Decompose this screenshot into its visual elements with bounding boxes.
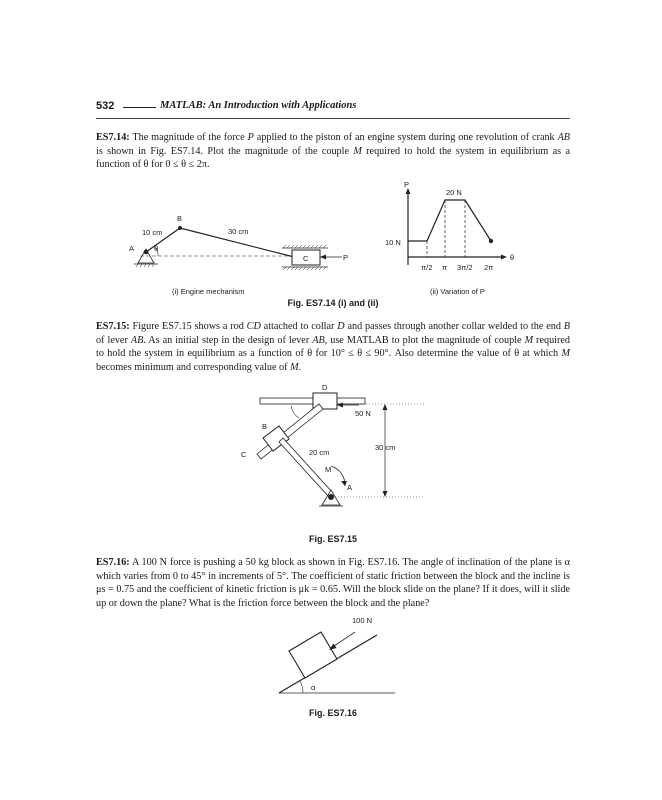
y-axis-label: P — [404, 180, 410, 189]
tick-label: 2π — [484, 263, 494, 272]
label-rod-length: 30 cm — [228, 227, 249, 236]
var-m: M — [353, 145, 362, 157]
low-value-label: 10 N — [385, 238, 401, 247]
engine-mechanism-diagram — [120, 205, 360, 295]
book-title: MATLAB: An Introduction with Applications — [160, 100, 357, 111]
fig-es7-14-caption: Fig. ES7.14 (i) and (ii) — [287, 298, 379, 308]
text-run: . — [298, 361, 302, 373]
text-run: of lever — [96, 334, 131, 346]
lever-collar-diagram — [235, 382, 435, 512]
fig-es7-16-caption: Fig. ES7.16 — [308, 708, 358, 718]
graph-subcaption: (ii) Variation of P — [430, 287, 485, 296]
var-ab: AB — [557, 132, 571, 143]
guide-top-hatch — [283, 245, 326, 248]
angle-arc — [291, 406, 299, 418]
var-p: P — [247, 132, 254, 143]
label-a: A — [347, 483, 353, 492]
page-number: 532 — [96, 100, 115, 112]
incline-block-diagram — [265, 610, 405, 700]
label-c: C — [303, 254, 309, 263]
problem-label: ES7.16: — [96, 557, 130, 568]
text-run: and passes through another collar welded to the end — [344, 321, 564, 332]
label-lever-length: 20 cm — [309, 448, 330, 457]
page-header — [96, 100, 570, 118]
fig-es7-15-caption: Fig. ES7.15 — [308, 534, 358, 544]
label-a: A — [129, 244, 135, 253]
var-ab: AB — [312, 334, 325, 346]
var-b: B — [563, 321, 570, 332]
header-dash — [123, 107, 156, 108]
label-c: C — [241, 450, 247, 459]
label-crank-length: 10 cm — [142, 228, 163, 237]
var-m: M — [290, 361, 299, 373]
block — [289, 632, 337, 678]
text-run: applied to the piston of an engine system during one revolution of crank — [253, 132, 558, 143]
label-b: B — [262, 422, 268, 431]
problem-es7-16 — [96, 556, 570, 610]
high-value-label: 20 N — [446, 188, 462, 197]
var-d: D — [337, 321, 345, 332]
tick-label: π/2 — [421, 263, 433, 272]
problem-label: ES7.15: — [96, 321, 130, 332]
end-point — [489, 239, 493, 243]
tick-label: 3π/2 — [457, 263, 473, 272]
label-force: 50 N — [355, 409, 371, 418]
problem-label: ES7.14: — [96, 132, 130, 143]
problem-es7-15 — [96, 320, 570, 374]
support-a-hatch — [136, 264, 154, 267]
problem-es7-14 — [96, 131, 570, 172]
tick-label: π — [442, 263, 448, 272]
label-m: M — [325, 465, 332, 474]
pin-a — [328, 494, 334, 500]
var-cd: CD — [246, 321, 261, 332]
engine-subcaption: (i) Engine mechanism — [172, 287, 245, 296]
text-run: becomes minimum and corresponding value of — [96, 361, 291, 373]
text-run: . As an initial step in the design of lever — [143, 334, 313, 346]
label-height: 30 cm — [375, 443, 396, 452]
header-rule — [96, 118, 570, 119]
alpha-arc — [300, 681, 303, 693]
label-alpha: α — [311, 683, 316, 692]
text-run: The magnitude of the force — [129, 132, 248, 143]
label-theta: θ — [154, 244, 159, 253]
label-p: P — [343, 253, 349, 262]
text-run: Figure ES7.15 shows a rod — [129, 321, 247, 332]
label-force: 100 N — [352, 616, 373, 625]
var-m: M — [524, 334, 534, 346]
guide-bottom-hatch — [283, 267, 326, 270]
var-m: M — [561, 348, 570, 359]
force-variation-graph — [380, 180, 530, 295]
text-run: , use MATLAB to plot the magnitude of couple — [324, 334, 525, 346]
force-curve — [408, 200, 491, 241]
label-b: B — [177, 214, 183, 223]
text-run: required to hold the system in equilibrium as a function of θ for 10° ≤ θ ≤ 90°. Also determine the value of θ at which — [96, 334, 571, 359]
dim-arrow-top — [383, 404, 388, 410]
var-ab: AB — [130, 334, 144, 346]
text-run: required to hold the system in equilibrium as a function of θ for 0 ≤ θ ≤ 2π. — [96, 145, 570, 170]
dim-arrow-bottom — [383, 491, 388, 497]
x-axis-arrow — [501, 255, 507, 260]
x-axis-label: θ — [510, 253, 515, 262]
text-run: A 100 N force is pushing a 50 kg block as shown in Fig. ES7.16. The angle of inclination of the plane is α which varies from 0 to 45° in increments of 5°. The coefficient of static friction between the block and the incline is μs = 0.75 and the coefficient of kinetic friction is μk = 0.65. Will the block slide on the plane? If it does, will it slide up or down the plane? What is the friction force between the block and the plane? — [96, 557, 570, 609]
text-run: attached to collar — [260, 321, 338, 332]
label-d: D — [322, 383, 328, 392]
text-run: is shown in Fig. ES7.14. Plot the magnitude of the couple — [96, 145, 354, 157]
force-p-arrowhead — [320, 255, 326, 260]
